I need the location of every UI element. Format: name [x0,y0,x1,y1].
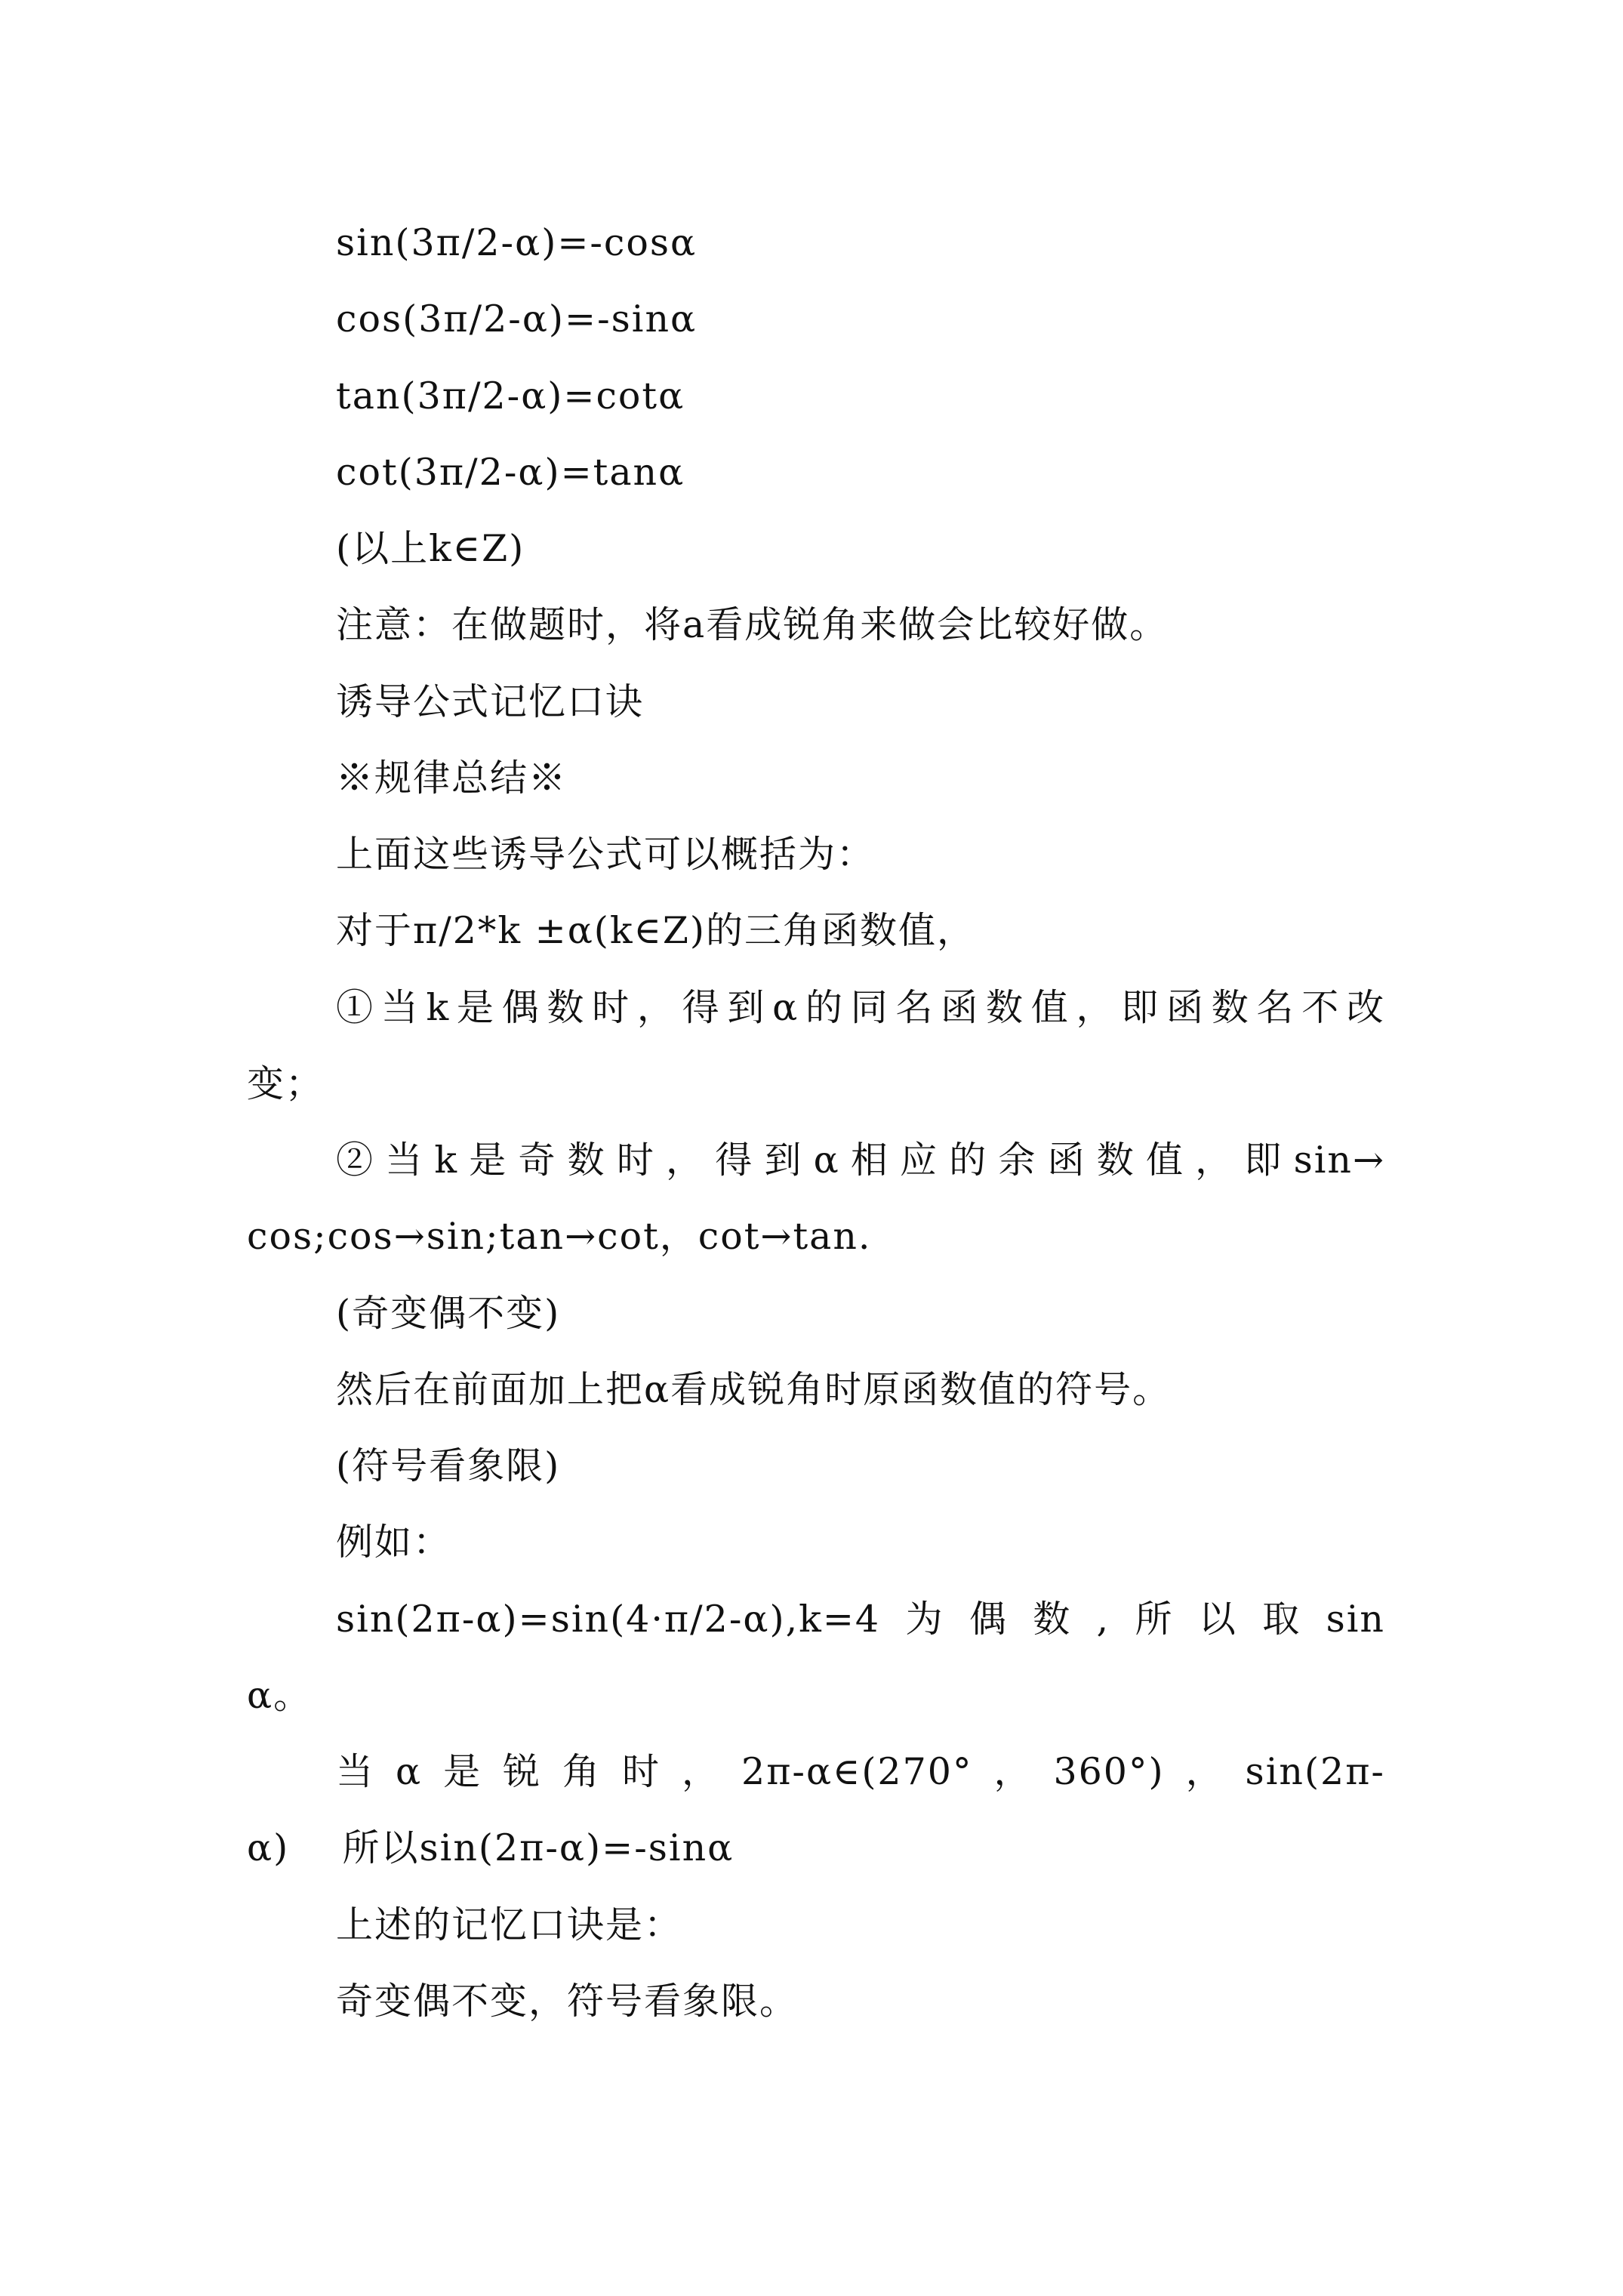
example-line-2-cont: α) 所以sin(2π-α)=-sinα [247,1826,735,1869]
formula-cos-3pi2: cos(3π/2-α)=-sinα [336,297,698,341]
odd-k-rule-cont: cos;cos→sin;tan→cot，cot→tan. [247,1215,872,1258]
example-line-1: sin(2π-α)=sin(4·π/2-α),k=4为偶数,所以取sin [336,1598,1385,1641]
mnemonic-quadrant: (符号看象限) [336,1444,561,1487]
rule-summary-heading: ※规律总结※ [336,757,568,800]
even-k-rule: ①当k是偶数时，得到α的同名函数值，即函数名不改 [336,986,1385,1029]
example-line-1-cont: α。 [247,1674,313,1717]
mnemonic-odd-even: (奇变偶不变) [336,1292,561,1335]
formula-tan-3pi2: tan(3π/2-α)=cotα [336,374,685,418]
section-heading: 诱导公式记忆口诀 [336,680,645,723]
summary-intro: 上面这些诱导公式可以概括为： [336,833,876,876]
attention-paragraph: 注意：在做题时，将a看成锐角来做会比较好做。 [336,603,1169,646]
odd-k-rule: ②当k是奇数时，得到α相应的余函数值，即sin→ [336,1139,1385,1182]
even-k-rule-cont: 变； [247,1062,325,1105]
mnemonic-intro: 上述的记忆口诀是： [336,1903,683,1946]
k-in-z-note: (以上k∈Z) [336,527,525,570]
example-heading: 例如： [336,1521,452,1564]
trig-value-statement: 对于π/2*k ±α(k∈Z)的三角函数值， [336,909,976,952]
sign-rule: 然后在前面加上把α看成锐角时原函数值的符号。 [336,1368,1172,1411]
formula-cot-3pi2: cot(3π/2-α)=tanα [336,451,685,494]
mnemonic-final: 奇变偶不变，符号看象限。 [336,1980,799,2023]
formula-sin-3pi2: sin(3π/2-α)=-cosα [336,221,698,264]
example-line-2: 当α是锐角时，2π-α∈(270°，360°)，sin(2π- [336,1750,1385,1793]
